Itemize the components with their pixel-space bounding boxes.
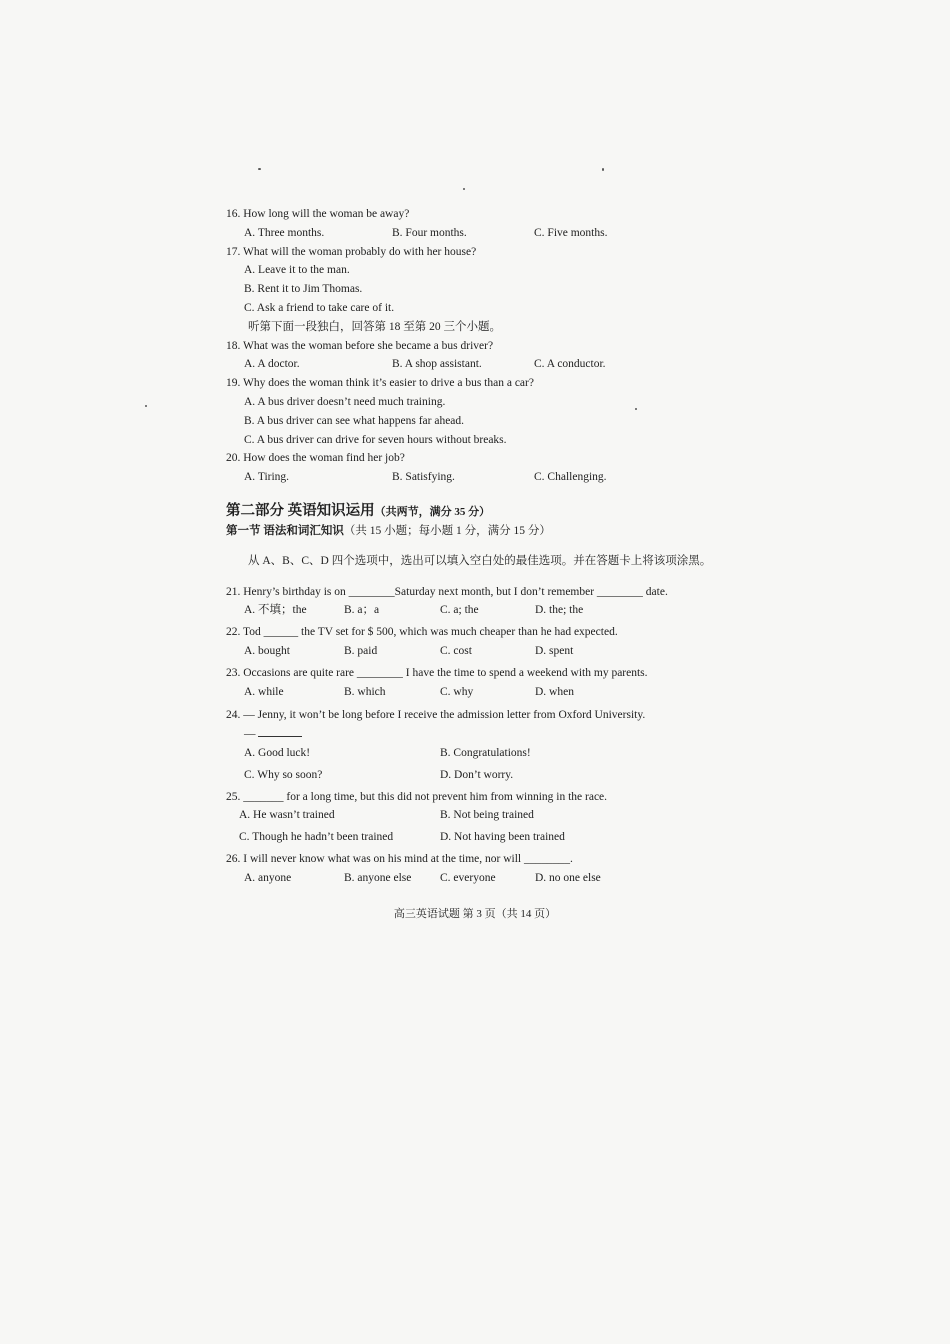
q21-option-c: C. a; the	[440, 604, 479, 617]
q23-option-c: C. why	[440, 685, 474, 698]
q24-option-a: A. Good luck!	[244, 746, 311, 759]
q24-stem: 24. — Jenny, it won’t be long before I receive the admission letter from Oxford University.	[226, 709, 646, 722]
q18-option-b: B. A shop assistant.	[392, 358, 482, 371]
q16-option-a: A. Three months.	[244, 226, 325, 239]
q23-option-d: D. when	[535, 685, 574, 698]
q26-option-b: B. anyone else	[344, 871, 412, 884]
q24-blank	[258, 725, 302, 737]
q16-option-c: C. Five months.	[534, 226, 608, 239]
q23-option-b: B. which	[344, 685, 386, 698]
q24-option-b: B. Congratulations!	[440, 746, 531, 759]
q20-options	[226, 468, 726, 487]
q18-option-a: A. A doctor.	[244, 358, 300, 371]
section1-heading	[226, 522, 726, 541]
exam-content	[226, 205, 726, 888]
page-footer: 高三英语试题 第 3 页（共 14 页）	[393, 908, 557, 920]
listening-instruction: 听第下面一段独白，回答第 18 至第 20 三个小题。	[248, 320, 501, 333]
q25-options-row2	[226, 828, 726, 847]
part2-heading	[226, 501, 726, 522]
q22-option-a: A. bought	[244, 644, 290, 657]
q24-reply	[226, 725, 726, 744]
q26-option-c: C. everyone	[440, 871, 496, 884]
q26-stem: 26. I will never know what was on his mind at the time, nor will ________.	[226, 852, 573, 865]
q20-stem: 20. How does the woman find her job?	[226, 452, 405, 465]
q16-option-b: B. Four months.	[392, 226, 467, 239]
q19-option-c: C. A bus driver can drive for seven hours without breaks.	[244, 433, 507, 446]
section1-note: （共 15 小题；每小题 1 分，满分 15 分）	[343, 524, 551, 537]
q21-option-a: A. 不填；the	[244, 604, 307, 617]
q19-option-b: B. A bus driver can see what happens far ahead.	[244, 414, 465, 427]
q24-reply-dash: —	[244, 728, 256, 741]
listening-block-1	[226, 205, 726, 318]
q22-option-c: C. cost	[440, 644, 472, 657]
q17-option-b: B. Rent it to Jim Thomas.	[244, 283, 363, 296]
q26-options	[226, 869, 726, 888]
q24-options-row1	[226, 744, 726, 763]
q21-option-d: D. the; the	[535, 604, 584, 617]
q25-option-c: C. Though he hadn’t been trained	[239, 831, 394, 844]
q25-stem: 25. _______ for a long time, but this did not prevent him from winning in the race.	[226, 790, 608, 803]
section1-instruction: 从 A、B、C、D 四个选项中，选出可以填入空白处的最佳选项。并在答题卡上将该项涂黑。	[248, 555, 712, 568]
q24-option-d: D. Don’t worry.	[440, 768, 514, 781]
q26-option-d: D. no one else	[535, 871, 601, 884]
q21-option-b: B. a；a	[344, 604, 380, 617]
q22-options	[226, 642, 726, 661]
q24-option-c: C. Why so soon?	[244, 768, 323, 781]
q16-stem: 16. How long will the woman be away?	[226, 208, 410, 220]
q25-option-a: A. He wasn’t trained	[239, 809, 335, 822]
q24-options-row2	[226, 766, 726, 785]
section1-title: 第一节 语法和词汇知识	[226, 524, 344, 537]
grammar-questions	[226, 583, 726, 888]
part2-title: 第二部分 英语知识运用	[226, 502, 375, 519]
q26-option-a: A. anyone	[244, 871, 292, 884]
q18-option-c: C. A conductor.	[534, 358, 606, 371]
q25-option-d: D. Not having been trained	[440, 831, 565, 844]
q20-option-b: B. Satisfying.	[392, 471, 455, 484]
q22-option-d: D. spent	[535, 644, 574, 657]
part2-title-note: （共两节，满分 35 分）	[374, 505, 491, 518]
q18-stem: 18. What was the woman before she became a bus driver?	[226, 339, 494, 352]
q22-stem: 22. Tod ______ the TV set for $ 500, which was much cheaper than he had expected.	[226, 626, 618, 639]
q23-stem: 23. Occasions are quite rare ________ I have the time to spend a weekend with my parents.	[226, 666, 648, 679]
q25-option-b: B. Not being trained	[440, 809, 534, 822]
q19-option-a: A. A bus driver doesn’t need much training.	[244, 395, 446, 408]
q20-option-a: A. Tiring.	[244, 471, 290, 484]
q22-option-b: B. paid	[344, 644, 378, 657]
q17-option-a: A. Leave it to the man.	[244, 264, 350, 277]
q21-stem: 21. Henry’s birthday is on ________Saturday next month, but I don’t remember ________ date.	[226, 585, 668, 598]
q17-stem: 17. What will the woman probably do with her house?	[226, 245, 477, 258]
q23-options	[226, 683, 726, 702]
q20-option-c: C. Challenging.	[534, 471, 607, 484]
listening-block-2	[226, 337, 726, 487]
q23-option-a: A. while	[244, 685, 284, 698]
q25-options-row1	[226, 806, 726, 825]
q17-option-c: C. Ask a friend to take care of it.	[244, 301, 395, 314]
q16-options	[226, 224, 726, 243]
q18-options	[226, 355, 726, 374]
q19-stem: 19. Why does the woman think it’s easier to drive a bus than a car?	[226, 377, 534, 390]
q21-options	[226, 601, 726, 620]
